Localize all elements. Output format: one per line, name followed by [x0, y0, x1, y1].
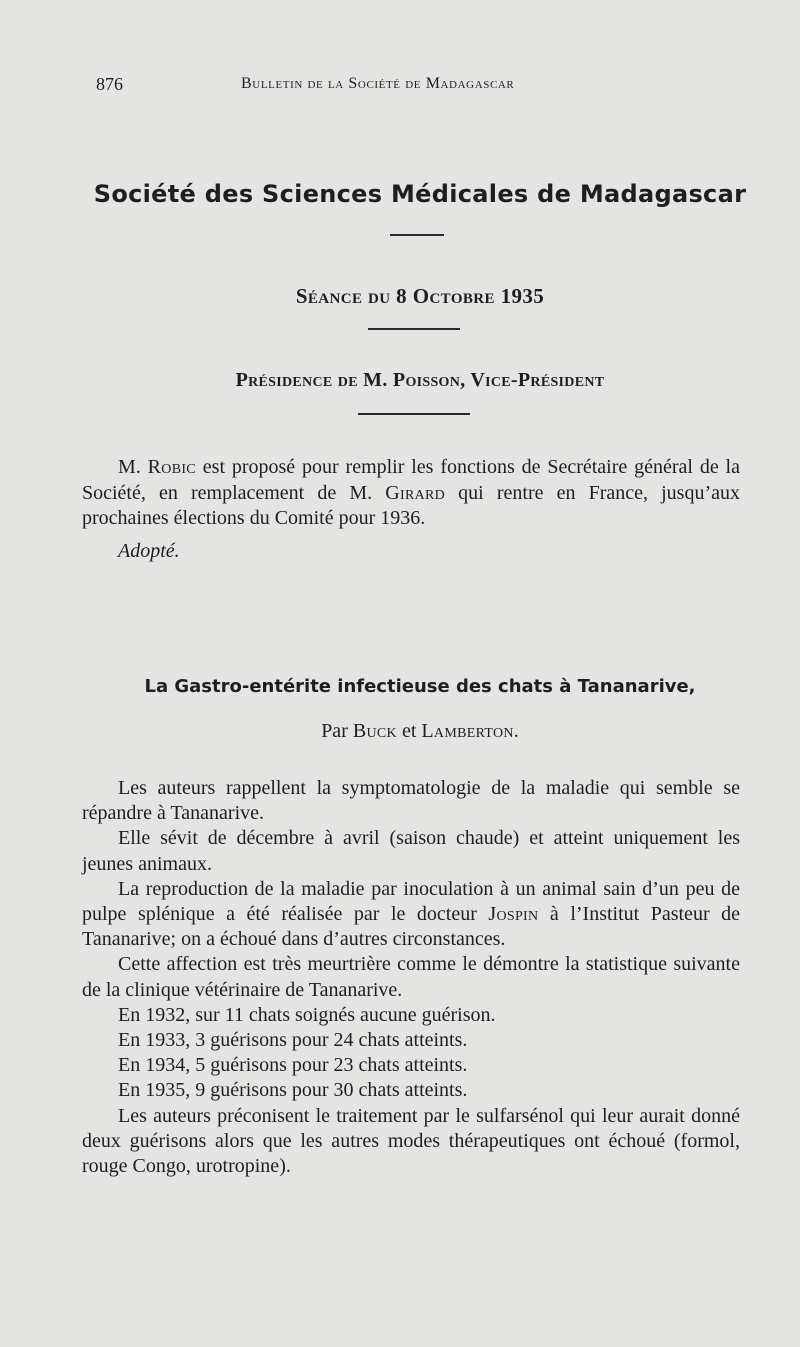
notice-text: qui rentre en France, jusqu’aux prochaines élections du Comité pour 1936.: [82, 481, 740, 529]
society-title: Société des Sciences Médicales de Madagascar: [93, 180, 747, 208]
byline-text: Par: [321, 720, 353, 742]
byline-text: .: [513, 720, 519, 742]
author-name: Lamberton: [421, 720, 514, 742]
paragraph-text: La reproduction de la maladie par inoculation à un animal sain d’un peu de pulpe splénique a été réalisée par le docteur: [82, 877, 740, 926]
adopted-note: Adopté.: [118, 540, 180, 562]
article-title: La Gastro-entérite infectieuse des chats à Tananarive,: [144, 676, 696, 697]
byline-text: et: [396, 720, 422, 742]
presidency-heading: Présidence de M. Poisson, Vice-Président: [235, 369, 605, 391]
paragraph: Les auteurs préconisent le traitement par le sulfarsénol qui leur aurait donné deux guérisons alors que les autres modes thérapeutiques ont échoué (formol, rouge Congo, urotropine).: [82, 1104, 740, 1178]
paragraph: Elle sévit de décembre à avril (saison chaude) et atteint uniquement les jeunes animaux.: [82, 827, 740, 875]
statistic-line: En 1934, 5 guérisons pour 23 chats atteints.: [118, 1054, 468, 1077]
person-name: Robic: [147, 456, 196, 478]
divider-rule: [368, 328, 460, 330]
article-authors: [0, 720, 800, 743]
article-body: [82, 776, 740, 1179]
notice-text: M.: [118, 456, 148, 478]
divider-rule: [390, 234, 444, 236]
notice-text: est proposé pour remplir les fonctions de Secrétaire général de la Société, en remplacement de M.: [82, 456, 740, 504]
paragraph-text: à l’Institut Pasteur de Tananarive; on a échoué dans d’autres circonstances.: [82, 903, 740, 951]
secretary-notice: [82, 455, 740, 532]
author-name: Buck: [352, 720, 397, 742]
session-heading: Séance du 8 Octobre 1935: [295, 284, 545, 308]
running-header: [96, 74, 706, 98]
person-name: Jospin: [488, 903, 539, 926]
statistic-line: En 1932, sur 11 chats soignés aucune guérison.: [118, 1003, 496, 1026]
header-title: Bulletin de la Société de Madagascar: [241, 75, 515, 92]
statistic-line: En 1933, 3 guérisons pour 24 chats atteints.: [118, 1029, 468, 1052]
person-name: Girard: [385, 481, 446, 504]
paragraph: Les auteurs rappellent la symptomatologie de la maladie qui semble se répandre à Tananarive.: [82, 777, 740, 825]
divider-rule: [358, 413, 470, 415]
statistic-line: En 1935, 9 guérisons pour 30 chats atteints.: [118, 1079, 468, 1102]
paragraph: Cette affection est très meurtrière comme le démontre la statistique suivante de la clinique vétérinaire de Tananarive.: [82, 953, 740, 1001]
paragraph: [82, 877, 740, 953]
page-number: 876: [96, 74, 123, 94]
